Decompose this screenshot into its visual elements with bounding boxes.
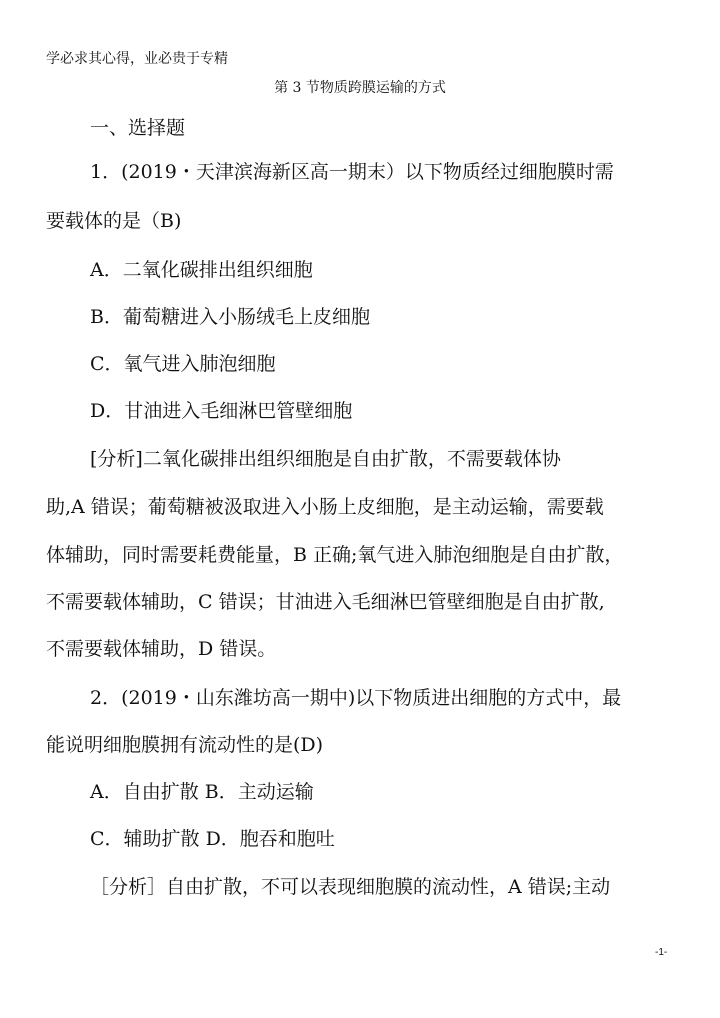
section-heading: 一、选择题 [90, 117, 186, 139]
question-2-options-line-2: C．辅助扩散 D．胞吞和胞吐 [90, 828, 335, 850]
question-1-option-a: A．二氧化碳排出组织细胞 [90, 259, 313, 281]
question-2-options-line-1: A．自由扩散 B．主动运输 [90, 781, 314, 803]
question-1-stem-line-2: 要载体的是（B) [46, 210, 182, 232]
page-number: -1- [655, 947, 668, 958]
question-1-analysis-line: [分析]二氧化碳排出组织细胞是自由扩散，不需要载体协 [90, 448, 561, 470]
question-1-option-b: B．葡萄糖进入小肠绒毛上皮细胞 [90, 306, 370, 328]
question-1-analysis-line: 不需要载体辅助，D 错误。 [46, 638, 277, 660]
question-1-analysis-line: 助,A 错误；葡萄糖被汲取进入小肠上皮细胞，是主动运输，需要载 [46, 496, 604, 518]
header-note: 学必求其心得，业必贵于专精 [46, 51, 228, 67]
question-2-analysis-line: ［分析］自由扩散，不可以表现细胞膜的流动性，A 错误;主动 [90, 876, 611, 898]
question-1-option-c: C．氧气进入肺泡细胞 [90, 353, 276, 375]
question-2-stem-line-1: 2．(2019・山东潍坊高一期中)以下物质进出细胞的方式中，最 [90, 687, 622, 709]
question-1-stem-line-1: 1．(2019・天津滨海新区高一期末）以下物质经过细胞膜时需 [90, 161, 614, 183]
question-1-option-d: D．甘油进入毛细淋巴管壁细胞 [90, 400, 353, 422]
question-1-analysis-line: 不需要载体辅助，C 错误；甘油进入毛细淋巴管壁细胞是自由扩散, [46, 591, 605, 613]
question-1-analysis-line: 体辅助，同时需要耗费能量，B 正确;氧气进入肺泡细胞是自由扩散， [46, 544, 624, 566]
question-2-stem-line-2: 能说明细胞膜拥有流动性的是(D) [46, 734, 324, 756]
section-title: 第 3 节物质跨膜运输的方式 [274, 80, 446, 96]
